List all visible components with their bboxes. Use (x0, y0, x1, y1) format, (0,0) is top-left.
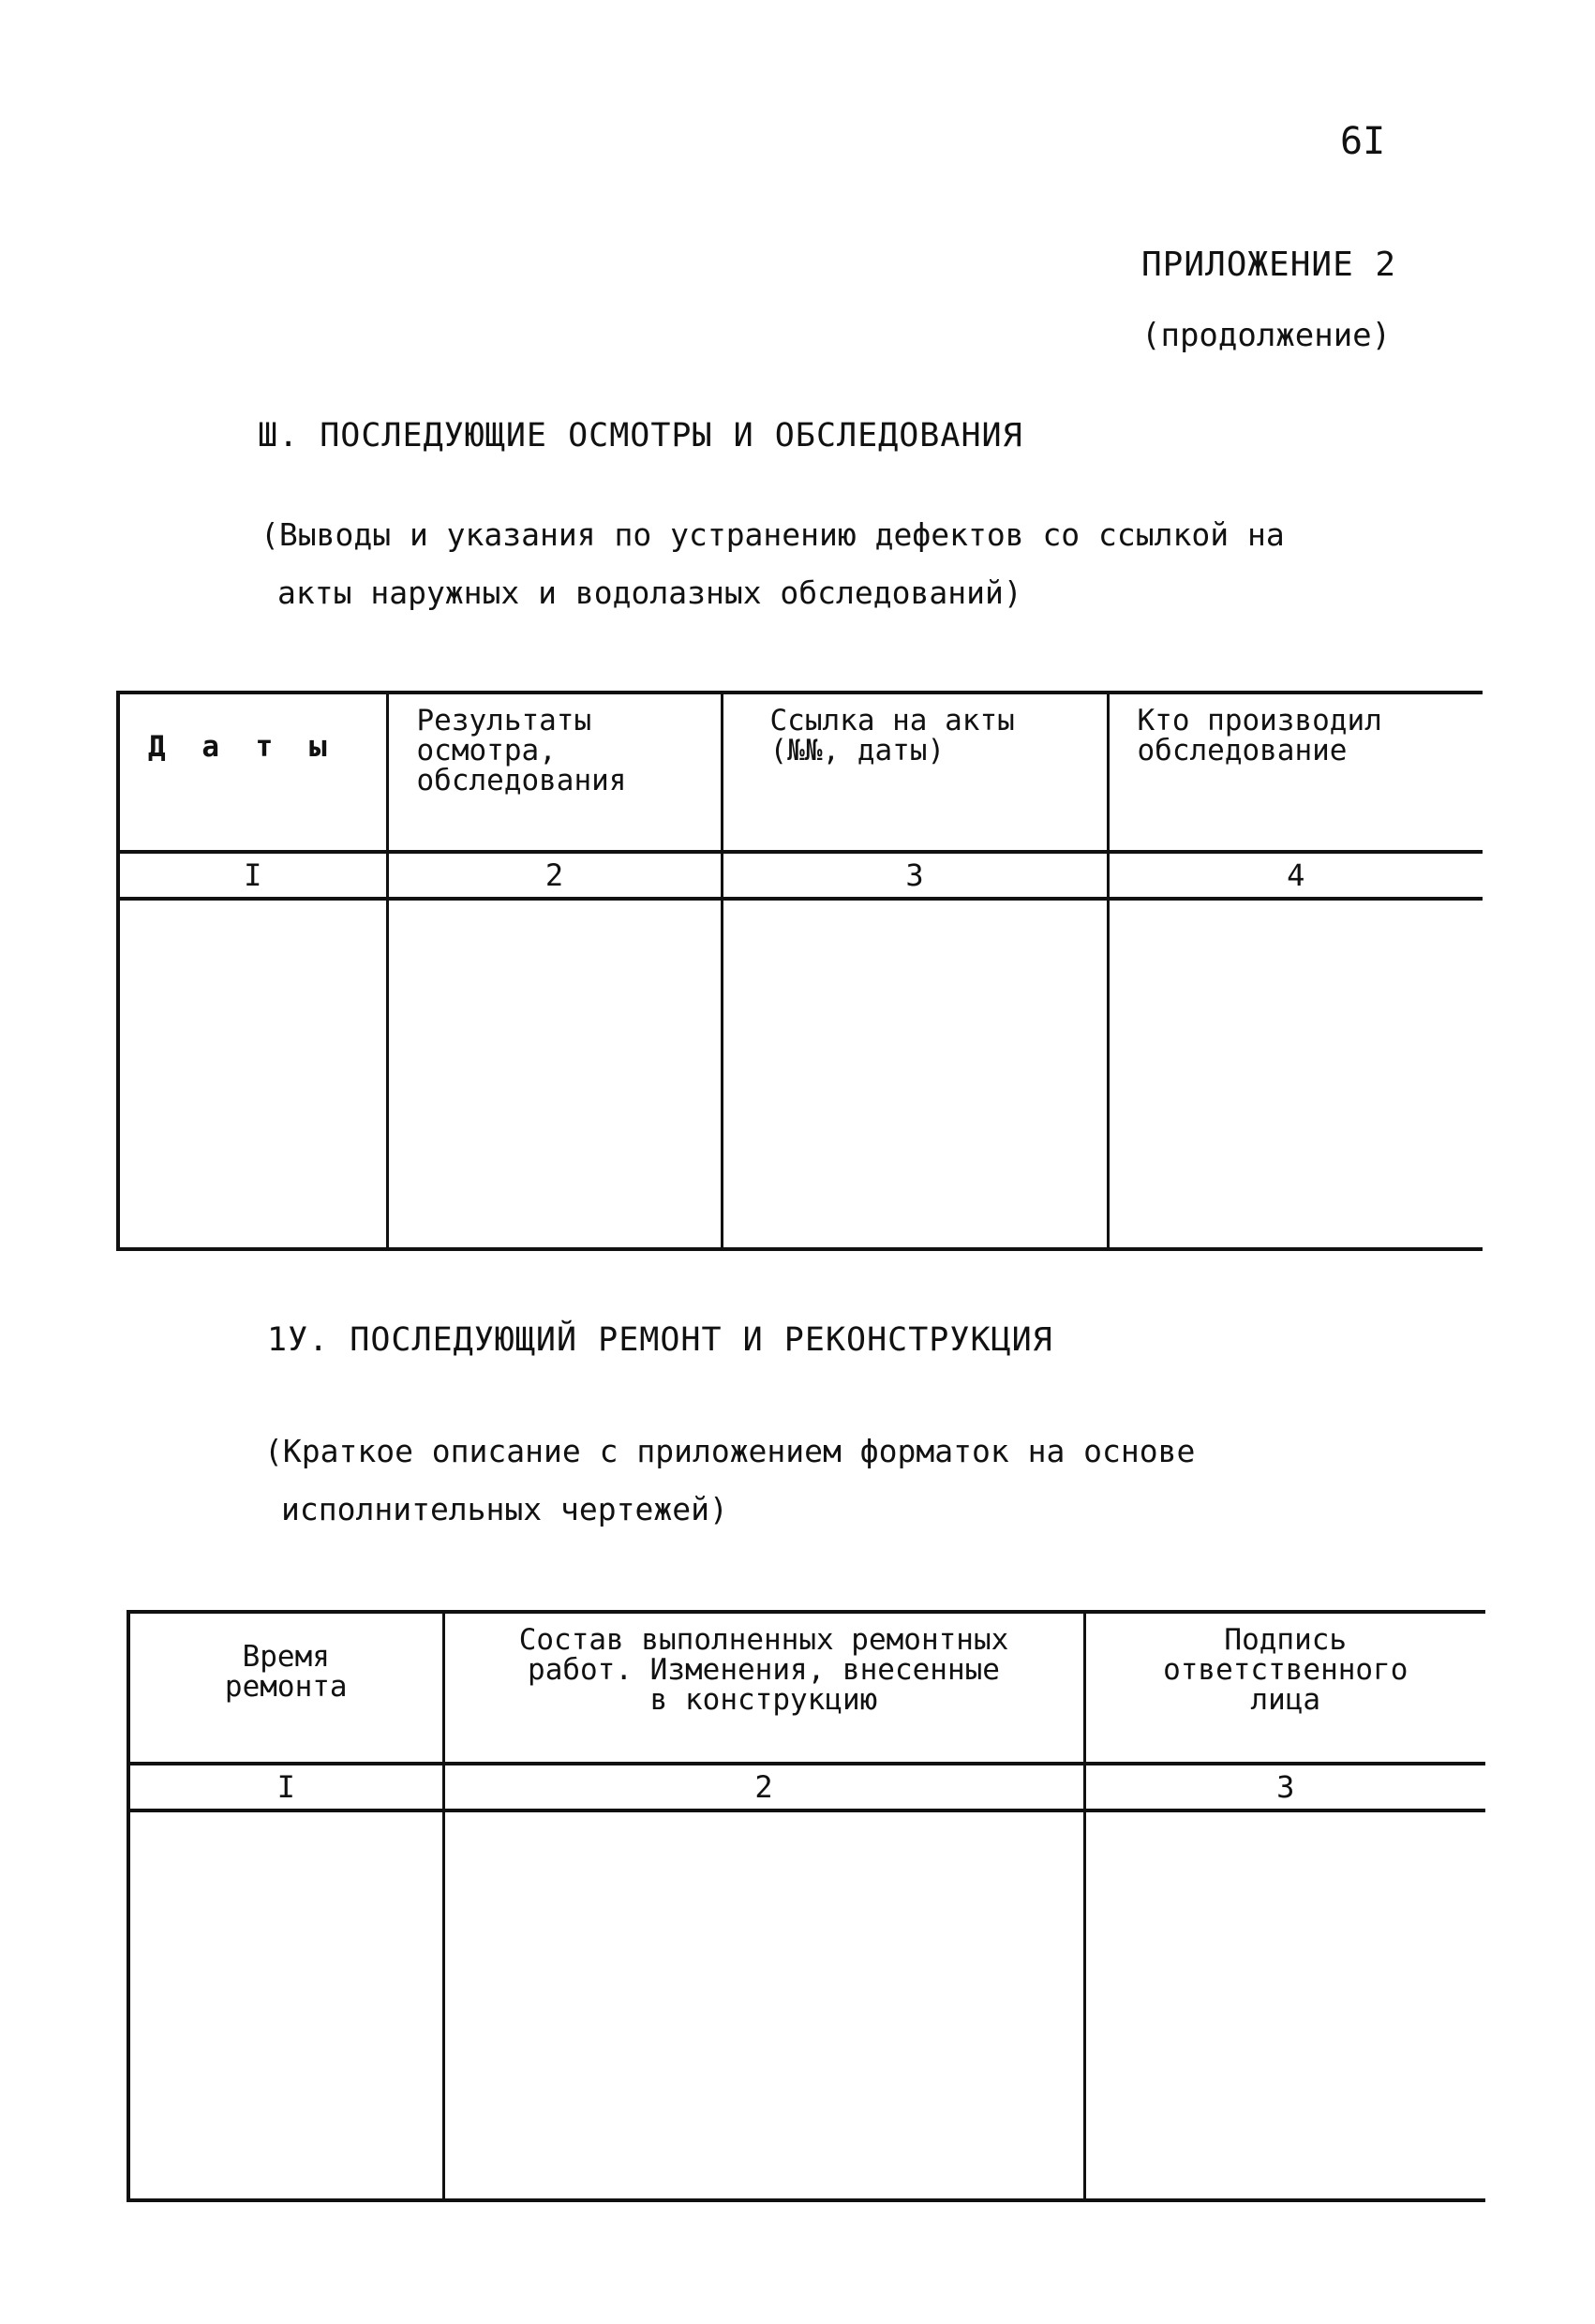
appendix-title: ПРИЛОЖЕНИЕ 2 (1141, 246, 1397, 284)
page-number: 6I (1340, 120, 1386, 163)
section-3-heading: Ш. ПОСЛЕДУЮЩИЕ ОСМОТРЫ И ОБСЛЕДОВАНИЯ (258, 417, 1023, 454)
section-4-description-line-2: исполнительных чертежей) (281, 1491, 728, 1527)
column-header-work-composition: Состав выполненных ремонтных работ. Изменения, внесенные в конструкцию (443, 1612, 1084, 1764)
section-4-description (264, 1423, 1195, 1539)
empty-cell (443, 1810, 1084, 2200)
column-number-row (118, 852, 1483, 899)
section-4-description-line-1: (Краткое описание с приложением форматок на основе (264, 1433, 1196, 1469)
column-number: 2 (387, 852, 722, 899)
section-3-description-line-2: акты наружных и водолазных обследований) (277, 574, 1022, 611)
column-header-results: Результаты осмотра, обследования (387, 693, 722, 852)
column-header-signature: Подпись ответственного лица (1084, 1612, 1485, 1764)
column-number: I (128, 1764, 443, 1810)
column-header-repair-time: Время ремонта (128, 1612, 443, 1764)
column-number-row (128, 1764, 1485, 1810)
empty-cell (387, 899, 722, 1249)
empty-cell (128, 1810, 443, 2200)
column-header-dates: Д а т ы (118, 693, 387, 852)
column-header-act-reference: Ссылка на акты (№№, даты) (722, 693, 1108, 852)
table-row (128, 1810, 1485, 2200)
appendix-subtitle: (продолжение) (1141, 317, 1392, 354)
column-number: 3 (1084, 1764, 1485, 1810)
column-number: 3 (722, 852, 1108, 899)
inspections-table (116, 691, 1483, 1251)
table-row (118, 899, 1483, 1249)
empty-cell (1108, 899, 1483, 1249)
table-header-row (118, 693, 1483, 852)
column-number: 4 (1108, 852, 1483, 899)
empty-cell (722, 899, 1108, 1249)
table-header-row (128, 1612, 1485, 1764)
section-4-heading: 1У. ПОСЛЕДУЮЩИЙ РЕМОНТ И РЕКОНСТРУКЦИЯ (267, 1321, 1053, 1359)
column-number: I (118, 852, 387, 899)
repairs-table (127, 1610, 1485, 2202)
column-header-performed-by: Кто производил обследование (1108, 693, 1483, 852)
section-3-description (261, 506, 1285, 622)
empty-cell (118, 899, 387, 1249)
empty-cell (1084, 1810, 1485, 2200)
section-3-description-line-1: (Выводы и указания по устранению дефектов со ссылкой на (261, 516, 1285, 553)
column-number: 2 (443, 1764, 1084, 1810)
